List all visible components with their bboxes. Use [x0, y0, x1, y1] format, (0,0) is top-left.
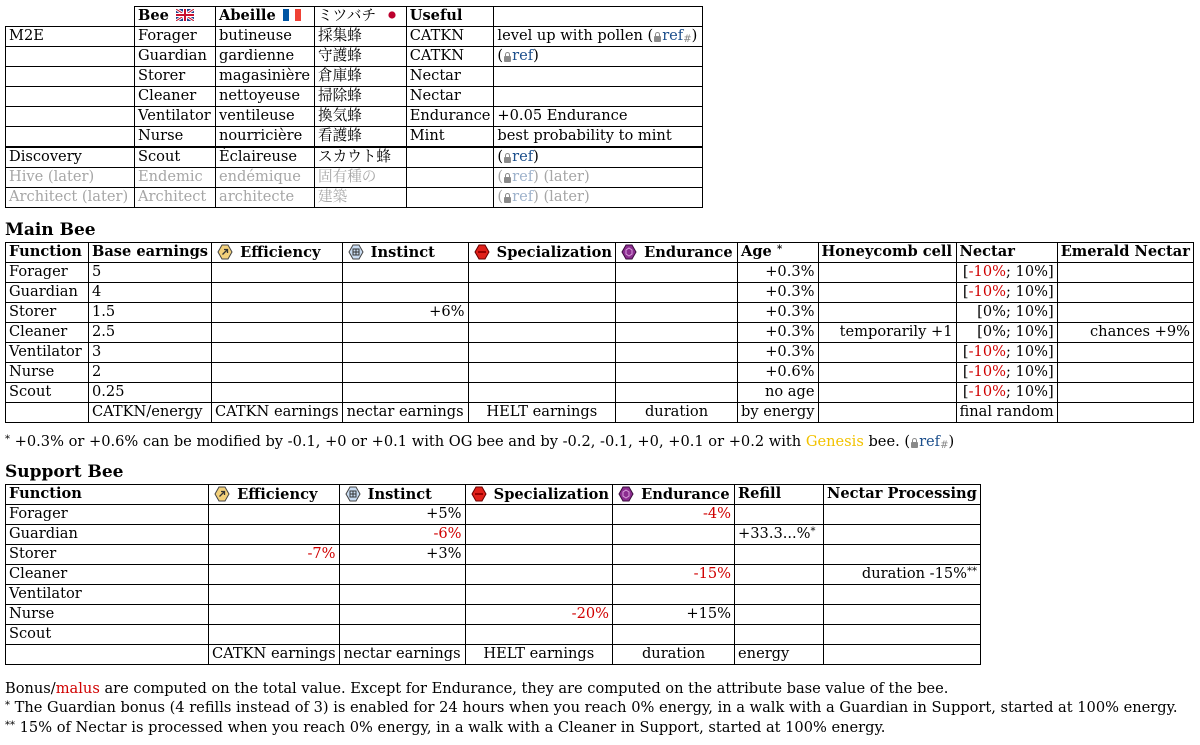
support-bee-row — [6, 525, 981, 545]
hash-icon: # — [683, 33, 692, 45]
useful-cell — [406, 168, 494, 188]
endurance-cell — [616, 323, 738, 343]
function-cell: Scout — [6, 383, 89, 403]
endurance-cell — [616, 283, 738, 303]
nectar-cell: [-10%; 10%] — [956, 263, 1057, 283]
main-header-specialization: Specialization — [468, 243, 615, 263]
ref-link[interactable]: ref — [512, 188, 534, 206]
footer-cell — [6, 403, 89, 423]
ref-link[interactable]: ref — [662, 26, 684, 44]
nectar-processing-cell: duration -15%** — [824, 565, 981, 585]
cleaner-footnote: ** 15% of Nectar is processed when you reach 0% energy, in a walk with a Cleaner in Support, started at 100% energy. — [5, 719, 886, 736]
note-cell: ( ref) (later) — [494, 168, 703, 188]
emerald-nectar-cell — [1057, 383, 1193, 403]
main-bee-row — [6, 343, 1194, 363]
footer-cell: CATKN earnings — [212, 403, 343, 423]
note-cell: +0.05 Endurance — [494, 107, 703, 127]
bee-name-jp: 掃除蜂 — [315, 87, 407, 107]
main-header-base-earnings: Base earnings — [89, 243, 212, 263]
emerald-nectar-cell — [1057, 363, 1193, 383]
footer-cell: final random — [956, 403, 1057, 423]
efficiency-cell — [212, 363, 343, 383]
group-cell — [6, 107, 135, 127]
base-earnings-cell: 2 — [89, 363, 212, 383]
instinct-cell — [339, 565, 465, 585]
honeycomb-cell — [818, 263, 956, 283]
bee-name-fr: Éclaireuse — [216, 147, 315, 168]
specialization-cell — [468, 263, 615, 283]
header-bee: Bee — [135, 7, 216, 27]
guardian-footnote: * The Guardian bonus (4 refills instead of 3) is enabled for 24 hours when you reach 0% energy, in a walk with a Guardian in Support, started at 100% energy. — [5, 699, 1178, 716]
efficiency-cell — [212, 343, 343, 363]
bee-name-fr: architecte — [216, 188, 315, 208]
function-cell: Ventilator — [6, 585, 209, 605]
footer-cell: CATKN earnings — [209, 645, 340, 665]
malus-word: malus — [55, 680, 100, 697]
specialization-cell — [468, 323, 615, 343]
efficiency-icon — [214, 486, 230, 502]
honeycomb-cell — [818, 283, 956, 303]
bee-name-fr: gardienne — [216, 47, 315, 67]
bee-name-fr: ventileuse — [216, 107, 315, 127]
useful-cell: Nectar — [406, 67, 494, 87]
specialization-cell — [468, 283, 615, 303]
group-cell — [6, 127, 135, 148]
nectar-processing-cell — [824, 625, 981, 645]
nectar-cell: [0%; 10%] — [956, 303, 1057, 323]
specialization-cell — [465, 565, 612, 585]
efficiency-cell — [212, 283, 343, 303]
refill-cell — [735, 625, 824, 645]
specialization-cell: -20% — [465, 605, 612, 625]
support-bee-row — [6, 505, 981, 525]
function-cell: Scout — [6, 625, 209, 645]
age-cell: +0.3% — [738, 263, 818, 283]
instinct-cell: +5% — [339, 505, 465, 525]
footer-cell: nectar earnings — [339, 645, 465, 665]
main-bee-row — [6, 283, 1194, 303]
bee-name-fr: endémique — [216, 168, 315, 188]
bee-name-row — [6, 47, 703, 67]
footer-cell: energy — [735, 645, 824, 665]
endurance-cell — [616, 383, 738, 403]
group-cell — [6, 47, 135, 67]
bee-name-row — [6, 168, 703, 188]
emerald-nectar-cell — [1057, 303, 1193, 323]
bee-name-fr: nettoyeuse — [216, 87, 315, 107]
group-cell: M2E — [6, 27, 135, 47]
nectar-cell: [0%; 10%] — [956, 323, 1057, 343]
age-cell: no age — [738, 383, 818, 403]
support-bee-table — [5, 484, 981, 665]
bee-name-en: Architect — [135, 188, 216, 208]
age-cell: +0.3% — [738, 323, 818, 343]
specialization-cell — [468, 383, 615, 403]
footer-cell: nectar earnings — [342, 403, 468, 423]
hash-icon: # — [940, 440, 949, 451]
specialization-cell — [465, 625, 612, 645]
nectar-cell: [-10%; 10%] — [956, 343, 1057, 363]
bee-name-jp: 倉庫蜂 — [315, 67, 407, 87]
nectar-processing-cell — [824, 525, 981, 545]
age-cell: +0.6% — [738, 363, 818, 383]
function-cell: Forager — [6, 505, 209, 525]
refill-cell: +33.3...%* — [735, 525, 824, 545]
useful-cell: Nectar — [406, 87, 494, 107]
main-bee-row — [6, 323, 1194, 343]
base-earnings-cell: 0.25 — [89, 383, 212, 403]
useful-cell: CATKN — [406, 47, 494, 67]
instinct-cell — [339, 625, 465, 645]
footer-cell: HELT earnings — [468, 403, 615, 423]
ref-link[interactable]: ref — [512, 148, 534, 166]
instinct-icon — [345, 486, 361, 502]
specialization-cell — [465, 505, 612, 525]
bee-name-row — [6, 188, 703, 208]
bee-name-fr: butineuse — [216, 27, 315, 47]
fr-flag-icon — [283, 9, 301, 21]
bee-name-en: Ventilator — [135, 107, 216, 127]
efficiency-cell — [212, 263, 343, 283]
specialization-cell — [465, 585, 612, 605]
age-cell: +0.3% — [738, 303, 818, 323]
useful-cell — [406, 188, 494, 208]
main-header-honeycomb-cell: Honeycomb cell — [818, 243, 956, 263]
function-cell: Forager — [6, 263, 89, 283]
ref-link[interactable]: ref — [919, 433, 941, 450]
header-useful: Useful — [406, 7, 494, 27]
efficiency-cell: -7% — [209, 545, 340, 565]
age-footnote: * +0.3% or +0.6% can be modified by -0.1, +0 or +0.1 with OG bee and by -0.2, -0.1, +0, +0.1 or +0.2 with Genesis bee. ( ref#) — [5, 433, 955, 451]
endurance-cell — [613, 625, 735, 645]
age-cell: +0.3% — [738, 283, 818, 303]
endurance-cell — [616, 363, 738, 383]
useful-cell — [406, 147, 494, 168]
genesis-label: Genesis — [805, 433, 864, 450]
group-cell — [6, 67, 135, 87]
instinct-cell — [342, 283, 468, 303]
lock-icon — [504, 197, 511, 203]
efficiency-cell — [209, 585, 340, 605]
instinct-cell: +6% — [342, 303, 468, 323]
support-header-specialization: Specialization — [465, 485, 612, 505]
endurance-cell — [616, 303, 738, 323]
instinct-cell — [339, 605, 465, 625]
instinct-cell — [342, 343, 468, 363]
bee-name-row — [6, 127, 703, 148]
main-header-function: Function — [6, 243, 89, 263]
function-cell: Ventilator — [6, 343, 89, 363]
lock-icon — [504, 177, 511, 183]
footer-cell: duration — [613, 645, 735, 665]
support-header-function: Function — [6, 485, 209, 505]
efficiency-cell — [209, 505, 340, 525]
function-cell: Cleaner — [6, 323, 89, 343]
bee-name-row — [6, 27, 703, 47]
specialization-cell — [468, 343, 615, 363]
bee-name-jp: 建築 — [315, 188, 407, 208]
bee-name-en: Storer — [135, 67, 216, 87]
bee-name-row — [6, 67, 703, 87]
footer-cell — [1057, 403, 1193, 423]
header-abeille: Abeille — [216, 7, 315, 27]
footer-cell: CATKN/energy — [89, 403, 212, 423]
group-cell: Hive (later) — [6, 168, 135, 188]
bee-name-jp: 採集蜂 — [315, 27, 407, 47]
support-bee-row — [6, 605, 981, 625]
specialization-cell — [468, 363, 615, 383]
function-cell: Storer — [6, 545, 209, 565]
bonus-malus-note: Bonus/malus are computed on the total value. Except for Endurance, they are computed on the attribute base value of the bee. — [5, 680, 949, 697]
header-empty — [6, 7, 135, 27]
specialization-cell — [465, 525, 612, 545]
specialization-cell — [465, 545, 612, 565]
useful-cell: Mint — [406, 127, 494, 148]
refill-cell — [735, 505, 824, 525]
jp-flag-icon — [383, 9, 401, 21]
bee-name-en: Forager — [135, 27, 216, 47]
main-header-nectar: Nectar — [956, 243, 1057, 263]
emerald-nectar-cell — [1057, 263, 1193, 283]
bee-name-en: Nurse — [135, 127, 216, 148]
main-bee-footer-row — [6, 403, 1194, 423]
support-header-nectar-processing: Nectar Processing — [824, 485, 981, 505]
nectar-cell: [-10%; 10%] — [956, 283, 1057, 303]
emerald-nectar-cell — [1057, 283, 1193, 303]
footer-cell — [6, 645, 209, 665]
note-cell: level up with pollen ( ref#) — [494, 27, 703, 47]
emerald-nectar-cell: chances +9% — [1057, 323, 1193, 343]
lock-icon — [911, 442, 918, 448]
bee-name-jp: 守護蜂 — [315, 47, 407, 67]
support-bee-row — [6, 545, 981, 565]
base-earnings-cell: 3 — [89, 343, 212, 363]
instinct-cell — [342, 323, 468, 343]
instinct-icon — [348, 244, 364, 260]
function-cell: Nurse — [6, 363, 89, 383]
lock-icon — [504, 56, 511, 62]
footer-cell — [824, 645, 981, 665]
group-cell — [6, 87, 135, 107]
bee-names-table — [5, 6, 703, 208]
efficiency-cell — [209, 525, 340, 545]
efficiency-cell — [212, 303, 343, 323]
main-header-efficiency: Efficiency — [212, 243, 343, 263]
support-bee-row — [6, 565, 981, 585]
main-bee-row — [6, 383, 1194, 403]
refill-cell — [735, 545, 824, 565]
endurance-cell: -4% — [613, 505, 735, 525]
support-header-refill: Refill — [735, 485, 824, 505]
bee-name-en: Scout — [135, 147, 216, 168]
main-bee-row — [6, 363, 1194, 383]
endurance-cell: -15% — [613, 565, 735, 585]
efficiency-cell — [212, 383, 343, 403]
efficiency-cell — [212, 323, 343, 343]
main-header-instinct: Instinct — [342, 243, 468, 263]
endurance-cell: +15% — [613, 605, 735, 625]
group-cell: Discovery — [6, 147, 135, 168]
nectar-processing-cell — [824, 545, 981, 565]
main-header-age: Age * — [738, 243, 818, 263]
support-bee-row — [6, 585, 981, 605]
ref-link[interactable]: ref — [512, 168, 534, 186]
refill-cell — [735, 565, 824, 585]
nectar-cell: [-10%; 10%] — [956, 363, 1057, 383]
ref-link[interactable]: ref — [512, 47, 534, 65]
bee-name-en: Endemic — [135, 168, 216, 188]
main-bee-table — [5, 242, 1194, 423]
footer-cell: duration — [616, 403, 738, 423]
instinct-cell — [342, 263, 468, 283]
age-cell: +0.3% — [738, 343, 818, 363]
bee-name-row — [6, 107, 703, 127]
support-header-instinct: Instinct — [339, 485, 465, 505]
endurance-icon — [621, 244, 637, 260]
function-cell: Guardian — [6, 283, 89, 303]
support-bee-title: Support Bee — [5, 462, 124, 482]
note-cell: ( ref) (later) — [494, 188, 703, 208]
bee-name-jp: 換気蜂 — [315, 107, 407, 127]
bee-name-row — [6, 87, 703, 107]
support-header-efficiency: Efficiency — [209, 485, 340, 505]
function-cell: Storer — [6, 303, 89, 323]
honeycomb-cell: temporarily +1 — [818, 323, 956, 343]
bee-name-fr: magasinière — [216, 67, 315, 87]
instinct-cell — [342, 383, 468, 403]
base-earnings-cell: 1.5 — [89, 303, 212, 323]
main-bee-title: Main Bee — [5, 220, 96, 240]
note-cell: ( ref) — [494, 47, 703, 67]
nectar-processing-cell — [824, 505, 981, 525]
note-cell — [494, 67, 703, 87]
honeycomb-cell — [818, 383, 956, 403]
bee-name-fr: nourricière — [216, 127, 315, 148]
group-cell: Architect (later) — [6, 188, 135, 208]
endurance-cell — [616, 343, 738, 363]
main-header-endurance: Endurance — [616, 243, 738, 263]
endurance-cell — [616, 263, 738, 283]
bee-name-jp: 看護蜂 — [315, 127, 407, 148]
footer-cell: by energy — [738, 403, 818, 423]
nectar-cell: [-10%; 10%] — [956, 383, 1057, 403]
header-notes — [494, 7, 703, 27]
header-mitsubachi: ミツバチ — [315, 7, 407, 27]
base-earnings-cell: 2.5 — [89, 323, 212, 343]
refill-cell — [735, 605, 824, 625]
honeycomb-cell — [818, 363, 956, 383]
endurance-cell — [613, 545, 735, 565]
main-header-emerald-nectar: Emerald Nectar — [1057, 243, 1193, 263]
useful-cell: Endurance — [406, 107, 494, 127]
refill-cell — [735, 585, 824, 605]
base-earnings-cell: 5 — [89, 263, 212, 283]
bee-name-en: Cleaner — [135, 87, 216, 107]
main-bee-row — [6, 303, 1194, 323]
note-cell: ( ref) — [494, 147, 703, 168]
endurance-cell — [613, 585, 735, 605]
lock-icon — [504, 157, 511, 163]
footer-cell — [818, 403, 956, 423]
honeycomb-cell — [818, 343, 956, 363]
support-bee-footer-row — [6, 645, 981, 665]
instinct-cell: -6% — [339, 525, 465, 545]
note-cell — [494, 87, 703, 107]
function-cell: Guardian — [6, 525, 209, 545]
function-cell: Nurse — [6, 605, 209, 625]
footer-cell: HELT earnings — [465, 645, 612, 665]
function-cell: Cleaner — [6, 565, 209, 585]
instinct-cell — [342, 363, 468, 383]
instinct-cell — [339, 585, 465, 605]
honeycomb-cell — [818, 303, 956, 323]
main-bee-row — [6, 263, 1194, 283]
efficiency-cell — [209, 605, 340, 625]
endurance-icon — [618, 486, 634, 502]
support-bee-row — [6, 625, 981, 645]
specialization-icon — [471, 486, 487, 502]
useful-cell: CATKN — [406, 27, 494, 47]
lock-icon — [654, 36, 661, 42]
specialization-cell — [468, 303, 615, 323]
specialization-icon — [474, 244, 490, 260]
note-cell: best probability to mint — [494, 127, 703, 148]
bee-name-jp: スカウト蜂 — [315, 147, 407, 168]
efficiency-cell — [209, 565, 340, 585]
instinct-cell: +3% — [339, 545, 465, 565]
uk-flag-icon — [176, 9, 194, 21]
bee-name-en: Guardian — [135, 47, 216, 67]
emerald-nectar-cell — [1057, 343, 1193, 363]
support-header-endurance: Endurance — [613, 485, 735, 505]
efficiency-cell — [209, 625, 340, 645]
nectar-processing-cell — [824, 605, 981, 625]
efficiency-icon — [217, 244, 233, 260]
nectar-processing-cell — [824, 585, 981, 605]
bee-name-jp: 固有種の — [315, 168, 407, 188]
endurance-cell — [613, 525, 735, 545]
base-earnings-cell: 4 — [89, 283, 212, 303]
bee-name-row — [6, 147, 703, 168]
